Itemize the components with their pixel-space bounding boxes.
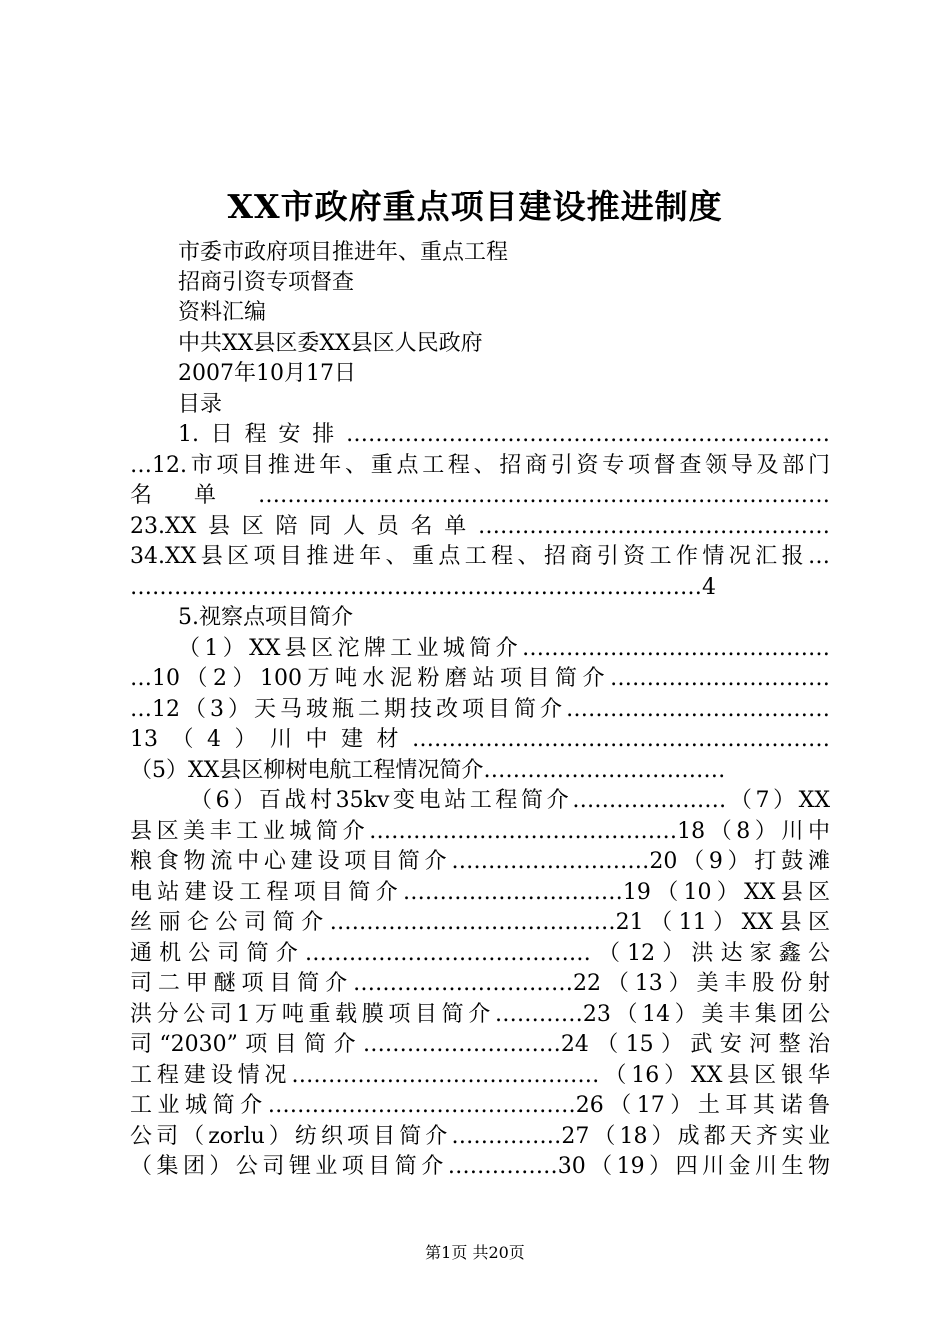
toc-line: 通机公司简介…………………………………（12）洪达家鑫公 bbox=[130, 941, 830, 966]
header-line: 2007年10月17日 bbox=[178, 361, 356, 386]
toc-line: 23.XX县区陪同人员名单………………………………………… bbox=[130, 514, 830, 539]
toc-line: 工业城简介……………………………………26（17）土耳其诺鲁 bbox=[130, 1093, 830, 1118]
toc-line: 丝丽仑公司简介…………………………………21（11）XX县区 bbox=[130, 910, 830, 935]
toc-line: 县区美丰工业城简介……………………………………18（8）川中 bbox=[130, 819, 830, 844]
toc-line: （5）XX县区柳树电航工程情况简介…………………………… bbox=[130, 758, 726, 783]
toc-line: 洪分公司1万吨重载膜项目简介…………23（14）美丰集团公 bbox=[130, 1002, 830, 1027]
toc-line: 司“2030”项目简介………………………24（15）武安河整治 bbox=[130, 1032, 830, 1057]
toc-line: 5.视察点项目简介 bbox=[178, 605, 353, 630]
header-line: 中共XX县区委XX县区人民政府 bbox=[178, 331, 483, 356]
toc-heading: 目录 bbox=[178, 392, 223, 417]
toc-line: …10（2）100万吨水泥粉磨站项目简介………………………… bbox=[130, 666, 830, 691]
header-line: 市委市政府项目推进年、重点工程 bbox=[178, 240, 509, 265]
toc-line: 工程建设情况……………………………………（16）XX县区银华 bbox=[130, 1063, 830, 1088]
toc-line: 公司（zorlu）纺织项目简介……………27（18）成都天齐实业 bbox=[130, 1124, 830, 1149]
document-title: XX市政府重点项目建设推进制度 bbox=[227, 187, 723, 226]
header-line: 招商引资专项督查 bbox=[178, 270, 355, 295]
toc-line: （1）XX县区沱牌工业城简介…………………………………… bbox=[178, 636, 830, 661]
toc-line: ……………………………………………………………………4 bbox=[130, 575, 716, 600]
page-footer: 第1页 共20页 bbox=[425, 1243, 525, 1262]
header-line: 资料汇编 bbox=[178, 300, 267, 325]
toc-line: 粮食物流中心建设项目简介………………………20（9）打鼓滩 bbox=[130, 849, 830, 874]
toc-line: 名单…………………………………………………………………… bbox=[130, 483, 830, 508]
toc-line: 电站建设工程项目简介…………………………19（10）XX县区 bbox=[130, 880, 830, 905]
toc-line: （集团）公司锂业项目简介……………30（19）四川金川生物 bbox=[130, 1154, 830, 1179]
toc-line: …12（3）天马玻瓶二期技改项目简介……………………………… bbox=[130, 697, 830, 722]
toc-line: …12.市项目推进年、重点工程、招商引资专项督查领导及部门 bbox=[130, 453, 830, 478]
toc-line: 司二甲醚项目简介…………………………22（13）美丰股份射 bbox=[130, 971, 830, 996]
toc-line: 1.日程安排………………………………………………………… bbox=[178, 422, 830, 447]
toc-line: 34.XX县区项目推进年、重点工程、招商引资工作情况汇报… bbox=[130, 544, 830, 569]
toc-line: 13（4）川中建材………………………………………………… bbox=[130, 727, 830, 752]
toc-line: （6）百战村35kv变电站工程简介…………………（7）XX bbox=[190, 788, 830, 813]
